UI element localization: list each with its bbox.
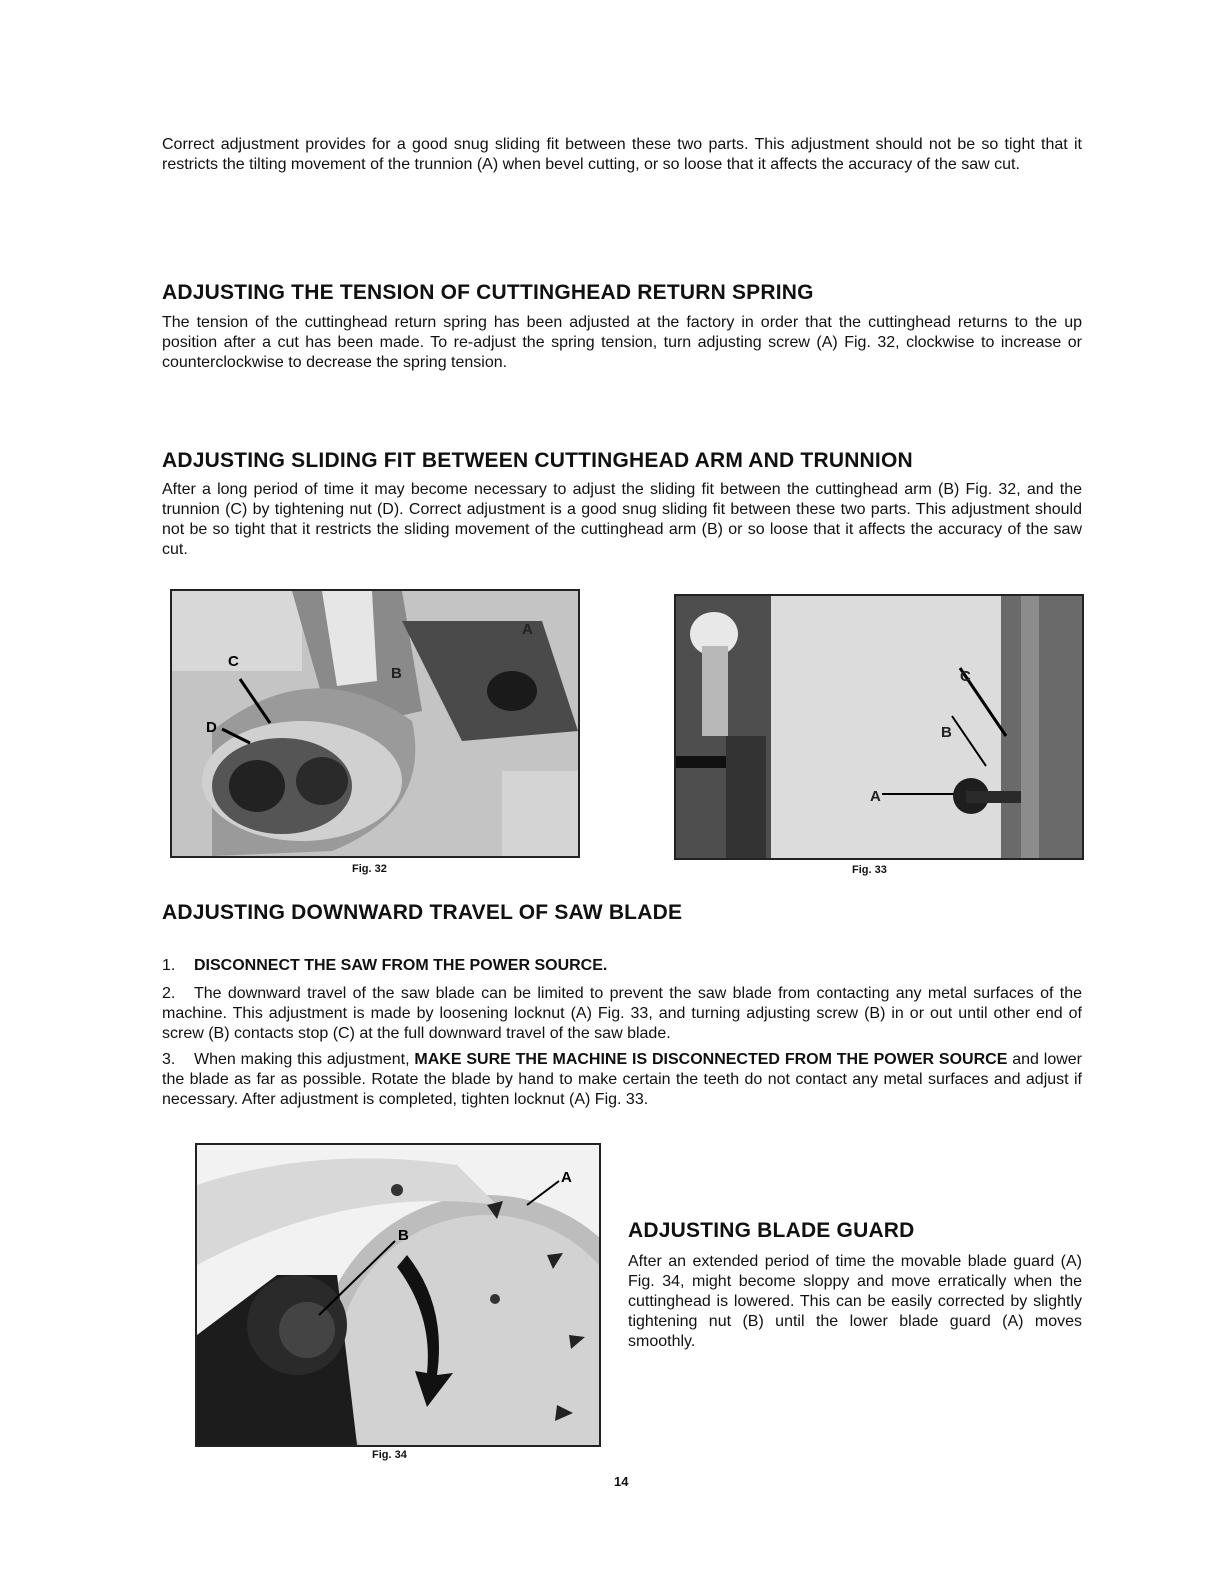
step-3-text-post: and lower the blade as far as possible. Rotate the blade by hand to make certain the teeth do not contact any metal surfaces and adjust if necessary. After adjustment is completed, tighten locknut (A) Fig. 33. [162,1051,1083,1108]
heading-blade-guard: ADJUSTING BLADE GUARD [628,1219,915,1242]
figure-33-photo [674,594,1084,860]
step-2-text: The downward travel of the saw blade can be limited to prevent the saw blade from contacting any metal surfaces of the machine. This adjustment is made by loosening locknut (A) Fig. 33, and turning adjusting screw (B) in or out until other end of screw (B) contacts stop (C) at the full downward travel of the saw blade. [162,985,1082,1042]
fig33-illustration [676,596,1082,858]
fig32-caption: Fig. 32 [352,863,387,875]
figure-32-photo [170,589,580,858]
step-3-number: 3. [162,1051,176,1068]
step-3-text-pre: When making this adjustment, [194,1051,410,1068]
step-3-warning: MAKE SURE THE MACHINE IS DISCONNECTED FROM THE POWER SOURCE [414,1051,1008,1068]
fig32-label-a: A [522,621,533,638]
fig33-label-a: A [870,788,881,805]
figure-34-photo [195,1143,601,1447]
fig34-label-a: A [561,1169,572,1186]
step-2 [162,984,1082,1044]
paragraph-sliding-fit: After a long period of time it may become necessary to adjust the sliding fit between the cuttinghead arm (B) Fig. 32, and the trunnion (C) by tightening nut (D). Correct adjustment is a good snug sliding fit between these two parts. This adjustment should not be so tight that it restricts the sliding movement of the cuttinghead arm (B) or so loose that it affects the accuracy of the saw cut. [162,481,1082,558]
fig34-label-b: B [398,1227,409,1244]
step-3 [162,1050,1082,1110]
fig33-caption: Fig. 33 [852,864,887,876]
step-1 [162,956,1082,976]
fig32-label-c: C [228,653,239,670]
step-1-text: DISCONNECT THE SAW FROM THE POWER SOURCE. [194,957,608,974]
heading-sliding-fit: ADJUSTING SLIDING FIT BETWEEN CUTTINGHEAD ARM AND TRUNNION [162,449,913,472]
fig33-label-c: C [960,668,971,685]
heading-downward-travel: ADJUSTING DOWNWARD TRAVEL OF SAW BLADE [162,901,683,924]
heading-return-spring: ADJUSTING THE TENSION OF CUTTINGHEAD RETURN SPRING [162,281,814,304]
fig32-label-d: D [206,719,217,736]
paragraph-blade-guard: After an extended period of time the movable blade guard (A) Fig. 34, might become sloppy and move erratically when the cuttinghead is lowered. This can be easily corrected by slightly tightening nut (B) until the lower blade guard (A) moves smoothly. [628,1253,1082,1350]
fig34-illustration [197,1145,599,1445]
step-1-number: 1. [162,957,176,974]
fig33-label-b: B [941,724,952,741]
page-number: 14 [614,1474,629,1489]
fig32-label-b: B [391,665,402,682]
intro-paragraph: Correct adjustment provides for a good snug sliding fit between these two parts. This adjustment should not be so tight that it restricts the tilting movement of the trunnion (A) when bevel cutting, or so loose that it affects the accuracy of the saw cut. [162,136,1082,173]
paragraph-return-spring: The tension of the cuttinghead return spring has been adjusted at the factory in order that the cuttinghead returns to the up position after a cut has been made. To re-adjust the spring tension, turn adjusting screw (A) Fig. 32, clockwise to increase or counterclockwise to decrease the spring tension. [162,314,1082,371]
fig34-caption: Fig. 34 [372,1449,407,1461]
step-2-number: 2. [162,985,176,1002]
fig32-illustration [172,591,578,856]
